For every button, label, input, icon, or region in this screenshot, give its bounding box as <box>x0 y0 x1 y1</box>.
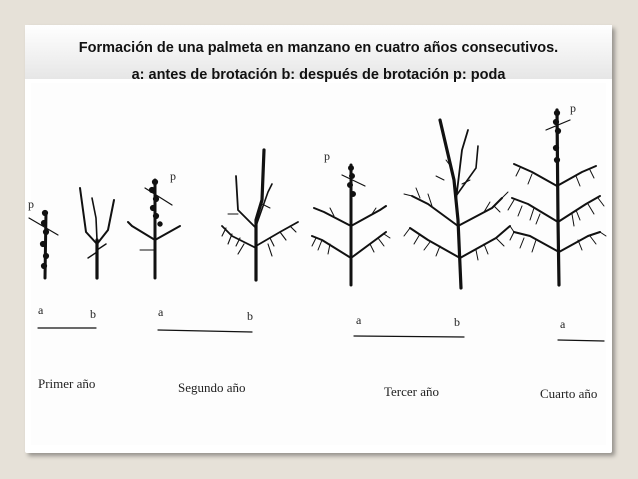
baseline-year3 <box>354 336 464 337</box>
label-a-year1: a <box>38 303 44 317</box>
caption-fourth-year: Cuarto año <box>540 386 598 401</box>
label-p-year2: p <box>170 169 176 183</box>
label-b-year2: b <box>247 309 253 323</box>
slide-subtitle: a: antes de brotación b: después de brotación p: poda <box>131 67 506 83</box>
label-a-year3: a <box>356 313 362 327</box>
tree-year2-a <box>128 179 180 278</box>
baseline-year2 <box>158 330 252 332</box>
caption-second-year: Segundo año <box>178 380 246 395</box>
tree-year1-b <box>80 188 114 278</box>
tree-year2-b <box>222 150 298 280</box>
tree-year1-a <box>29 210 58 278</box>
baseline-year4 <box>558 340 604 341</box>
caption-first-year: Primer año <box>38 376 96 391</box>
label-b-year1: b <box>90 307 96 321</box>
label-p-year4: p <box>570 101 576 115</box>
tree-year4-a <box>508 110 606 285</box>
slide-title: Formación de una palmeta en manzano en cuatro años consecutivos. <box>78 40 559 56</box>
label-a-year2: a <box>158 305 164 319</box>
label-b-year3: b <box>454 315 460 329</box>
label-a-year4: a <box>560 317 566 331</box>
label-p-year3: p <box>324 149 330 163</box>
caption-third-year: Tercer año <box>384 384 440 399</box>
tree-year3-b <box>404 120 514 288</box>
tree-year3-a <box>312 165 390 285</box>
label-p-year1: p <box>28 197 34 211</box>
